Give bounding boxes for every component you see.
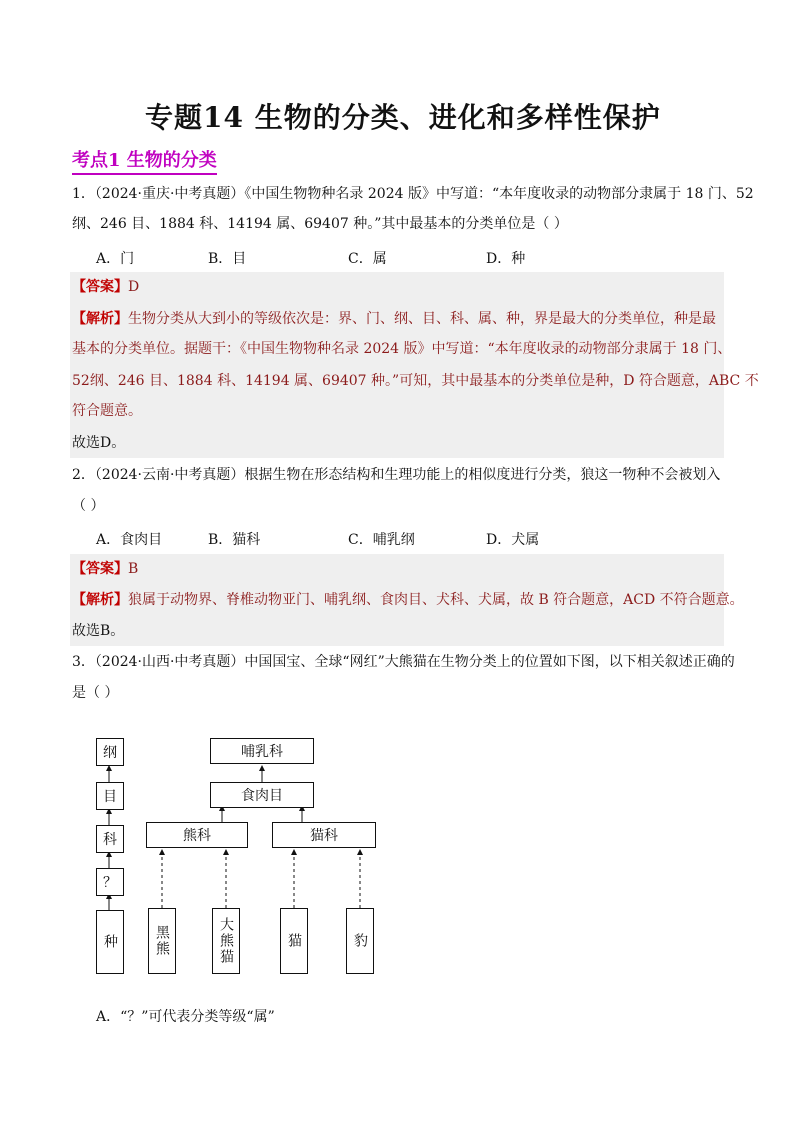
q1-answer-value: D [128,279,140,295]
q1-analysis-line1 [72,309,716,329]
q1-analysis-text1: 生物分类从大到小的等级依次是：界、门、纲、目、科、属、种，界是最大的分类单位，种是最 [128,311,716,327]
q2-choose: 故选B。 [72,623,125,639]
analysis-tag: 【解析】 [72,592,128,608]
rank-unknown-box: ？ [96,868,124,896]
q1-analysis-line4: 符合题意。 [72,403,142,419]
q1-analysis-line3: 52纲、246 目、1884 科、14194 属、69407 种。”可知，其中最基本的分类单位是种，D 符合题意，ABC 不 [72,373,759,389]
answer-tag: 【答案】 [72,561,128,577]
animal-cat-box: 猫 [280,908,308,974]
q2-option-a: A．食肉目 [96,532,163,548]
animal-giant-panda-box: 大熊猫 [212,908,240,974]
q3-stem-line2: 是（ ） [72,685,119,701]
rank-class-box: 纲 [96,738,124,766]
q2-stem-line1: 2．（2024·云南·中考真题）根据生物在形态结构和生理功能上的相似度进行分类，狼这一物种不会被划入 [72,467,721,483]
q2-option-c: C．哺乳纲 [348,532,415,548]
analysis-tag: 【解析】 [72,311,128,327]
rank-family-box: 科 [96,825,124,853]
q1-stem-line1: 1．（2024·重庆·中考真题）《中国生物物种名录 2024 版》中写道：“本年度收录的动物部分隶属于 18 门、52 [72,186,754,202]
q1-stem-line2: 纲、246 目、1884 科、14194 属、69407 种。”其中最基本的分类单位是（ ） [72,216,568,232]
family-bear-box: 熊科 [146,822,248,848]
q1-answer-block [70,272,759,458]
q2-option-b: B．猫科 [208,532,261,548]
q1-option-a: A．门 [96,251,135,267]
rank-species-box: 种 [96,910,124,974]
q2-answer-value: B [128,561,139,577]
classification-diagram [92,730,392,990]
q1-analysis-line2: 基本的分类单位。据题干：《中国生物物种名录 2024 版》中写道：“本年度收录的动物部分隶属于 18 门、 [72,341,732,357]
q2-analysis-text1: 狼属于动物界、脊椎动物亚门、哺乳纲、食肉目、犬科、犬属，故 B 符合题意，ACD 不符合题意。 [128,592,744,608]
rank-order-box: 目 [96,782,124,810]
top-box: 哺乳科 [210,738,314,764]
q3-stem-line1: 3．（2024·山西·中考真题）中国国宝、全球“网红”大熊猫在生物分类上的位置如下图，以下相关叙述正确的 [72,654,735,670]
animal-leopard-box: 豹 [346,908,374,974]
q3-option-a: A．“？”可代表分类等级“属” [96,1009,275,1025]
q1-option-d: D．种 [486,251,526,267]
q2-option-d: D．犬属 [486,532,540,548]
q2-answer [72,559,138,579]
q1-option-c: C．属 [348,251,387,267]
page-title: 专题14 生物的分类、进化和多样性保护 [145,101,661,134]
animal-black-bear-box: 黑熊 [148,908,176,974]
q2-stem-line2: （ ） [72,498,105,514]
q1-option-b: B．目 [208,251,247,267]
q2-analysis-line1 [72,590,744,610]
q1-answer [72,277,139,297]
q1-choose: 故选D。 [72,435,126,451]
section-heading: 考点1 生物的分类 [72,146,217,175]
order-box: 食肉目 [210,782,314,808]
q2-answer-block [70,554,744,646]
answer-tag: 【答案】 [72,279,128,295]
family-cat-box: 猫科 [272,822,376,848]
